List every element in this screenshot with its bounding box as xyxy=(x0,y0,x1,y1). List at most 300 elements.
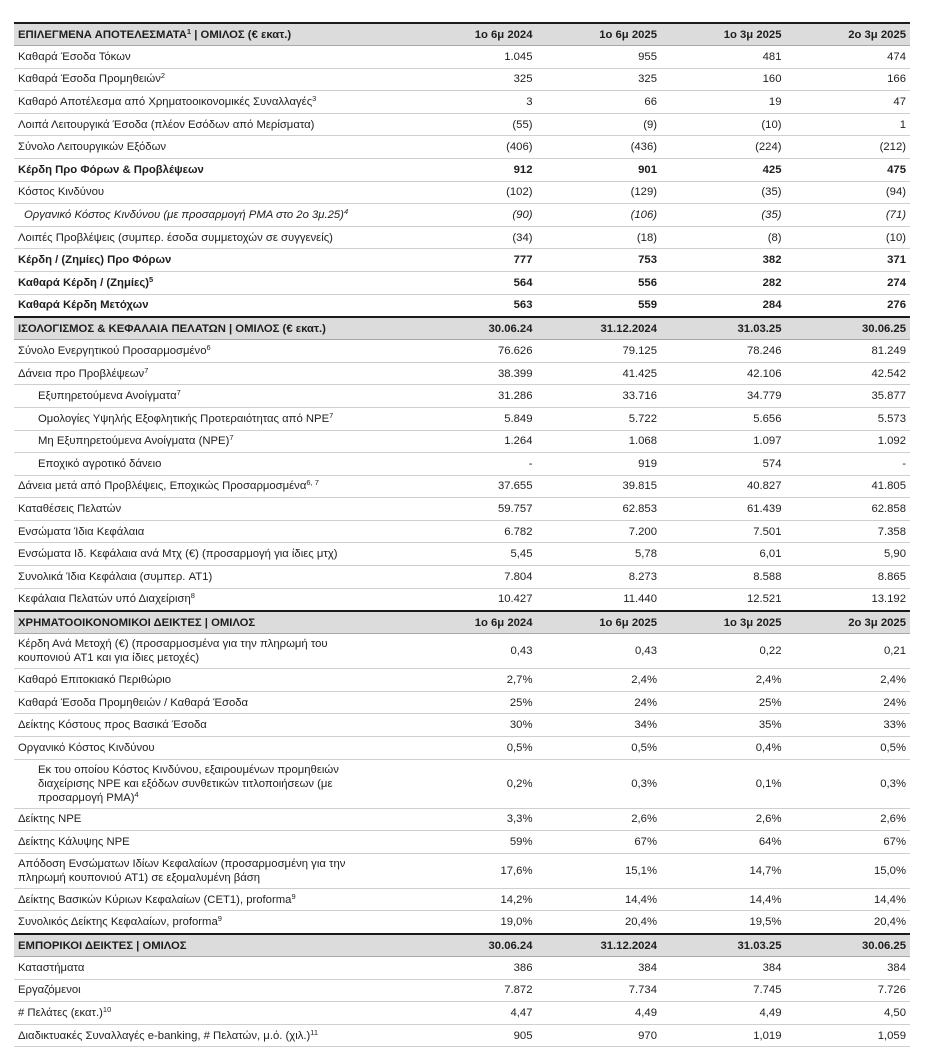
table-row xyxy=(14,453,910,476)
value-cell: 14,2% xyxy=(412,888,537,911)
value-cell: (18) xyxy=(537,226,662,249)
value-cell: 4,49 xyxy=(661,1002,786,1025)
row-label xyxy=(14,430,412,453)
row-label-text: Κέρδη Ανά Μετοχή (€) (προσαρμοσμένα για την πληρωμή του κουπονιού AT1 και για ίδιες μετοχές) xyxy=(18,638,328,665)
value-cell: 276 xyxy=(786,294,911,317)
table-row xyxy=(14,385,910,408)
column-header: 1ο 6μ 2025 xyxy=(537,611,662,634)
value-cell: 556 xyxy=(537,271,662,294)
table-row xyxy=(14,113,910,136)
row-label-text: Οργανικό Κόστος Κινδύνου (με προσαρμογή PMA στο 2ο 3μ.25) xyxy=(24,208,344,221)
value-cell: 0,5% xyxy=(786,737,911,760)
value-cell: 59% xyxy=(412,831,537,854)
row-label-text: Καθαρό Αποτέλεσμα από Χρηματοοικονομικές Συναλλαγές xyxy=(18,95,313,108)
table-row xyxy=(14,407,910,430)
value-cell: 20,4% xyxy=(537,911,662,934)
value-cell: 41.425 xyxy=(537,362,662,385)
value-cell: 564 xyxy=(412,271,537,294)
row-label xyxy=(14,453,412,476)
value-cell: 574 xyxy=(661,453,786,476)
footnote-ref: 8 xyxy=(190,591,195,601)
value-cell: 2,6% xyxy=(537,808,662,831)
row-label xyxy=(14,362,412,385)
value-cell: (8) xyxy=(661,226,786,249)
table-row xyxy=(14,136,910,159)
footnote-ref: 9 xyxy=(291,891,296,901)
value-cell: (34) xyxy=(412,226,537,249)
value-cell: 15,1% xyxy=(537,853,662,888)
footnote-ref: 1 xyxy=(186,26,192,36)
value-cell: 81.249 xyxy=(786,340,911,363)
value-cell: 284 xyxy=(661,294,786,317)
row-label xyxy=(14,46,412,69)
value-cell: (10) xyxy=(661,113,786,136)
value-cell: 7.745 xyxy=(661,979,786,1002)
row-label-text: Κέρδη / (Ζημίες) Προ Φόρων xyxy=(18,254,172,267)
footnote-ref: 3 xyxy=(312,93,317,103)
value-cell: 1,019 xyxy=(661,1024,786,1047)
value-cell: 2,7% xyxy=(412,669,537,692)
table-row xyxy=(14,588,910,611)
row-label-text: Καθαρά Κέρδη / (Ζημίες) xyxy=(18,276,149,289)
row-label xyxy=(14,588,412,611)
table-row xyxy=(14,294,910,317)
footnote-ref: 10 xyxy=(102,1004,112,1014)
row-label xyxy=(14,475,412,498)
column-header: 30.06.24 xyxy=(412,317,537,340)
row-label xyxy=(14,340,412,363)
row-label xyxy=(14,566,412,589)
value-cell: 31.286 xyxy=(412,385,537,408)
table-row xyxy=(14,362,910,385)
value-cell: 2,4% xyxy=(786,669,911,692)
footnote-ref: 11 xyxy=(310,1027,319,1037)
value-cell: 475 xyxy=(786,158,911,181)
footnote-ref: 6 xyxy=(206,342,211,352)
value-cell: 5,78 xyxy=(537,543,662,566)
value-cell: 384 xyxy=(786,957,911,980)
column-header: 30.06.25 xyxy=(786,317,911,340)
value-cell: 753 xyxy=(537,249,662,272)
footnote-ref: 4 xyxy=(134,789,139,799)
row-label-text: Σύνολο Ενεργητικού Προσαρμοσμένο xyxy=(18,344,207,357)
value-cell: 563 xyxy=(412,294,537,317)
value-cell: 0,5% xyxy=(412,737,537,760)
row-label xyxy=(14,520,412,543)
value-cell: 4,49 xyxy=(537,1002,662,1025)
row-label-text: Σύνολο Λειτουργικών Εξόδων xyxy=(18,141,167,154)
row-label xyxy=(14,407,412,430)
row-label-text: Λοιπές Προβλέψεις (συμπερ. έσοδα συμμετοχών σε συγγενείς) xyxy=(18,231,333,244)
row-label-text: Συνολικός Δείκτης Κεφαλαίων, proforma xyxy=(18,916,218,929)
value-cell: 66 xyxy=(537,91,662,114)
section-title-suffix: | ΟΜΙΛΟΣ (€ εκατ.) xyxy=(191,28,292,41)
row-label xyxy=(14,226,412,249)
value-cell: 7.726 xyxy=(786,979,911,1002)
table-row xyxy=(14,340,910,363)
value-cell: 1,059 xyxy=(786,1024,911,1047)
value-cell: 384 xyxy=(661,957,786,980)
row-label xyxy=(14,249,412,272)
value-cell: 37.655 xyxy=(412,475,537,498)
value-cell: 919 xyxy=(537,453,662,476)
value-cell: 25% xyxy=(661,691,786,714)
table-row xyxy=(14,46,910,69)
value-cell: 7.358 xyxy=(786,520,911,543)
row-label-text: Εκ του οποίου Κόστος Κινδύνου, εξαιρουμένων προμηθειών διαχείρισης NPE και εξόδων συνθετικών τιτλοποιήσεων (με προσαρμογή PMA) xyxy=(38,763,339,804)
value-cell: (35) xyxy=(661,204,786,227)
row-label xyxy=(14,911,412,934)
row-label xyxy=(14,158,412,181)
value-cell: 47 xyxy=(786,91,911,114)
value-cell: 3 xyxy=(412,91,537,114)
row-label xyxy=(14,853,412,888)
footnote-ref: 5 xyxy=(149,274,154,284)
row-label-text: Ενσώματα Ιδ. Κεφάλαια ανά Μτχ (€) (προσαρμογή για ίδιες μτχ) xyxy=(18,548,338,561)
section-header-ratios xyxy=(14,611,910,634)
table-row xyxy=(14,543,910,566)
value-cell: 0,2% xyxy=(412,759,537,808)
row-label xyxy=(14,1024,412,1047)
column-header: 31.12.2024 xyxy=(537,934,662,957)
value-cell: 559 xyxy=(537,294,662,317)
value-cell: 371 xyxy=(786,249,911,272)
value-cell: 61.439 xyxy=(661,498,786,521)
column-header: 31.03.25 xyxy=(661,934,786,957)
value-cell: 33.716 xyxy=(537,385,662,408)
table-row xyxy=(14,831,910,854)
table-row xyxy=(14,566,910,589)
value-cell: 382 xyxy=(661,249,786,272)
value-cell: 3,3% xyxy=(412,808,537,831)
row-label-text: Εργαζόμενοι xyxy=(18,984,81,997)
footnote-ref: 2 xyxy=(160,71,166,81)
value-cell: 955 xyxy=(537,46,662,69)
value-cell: 7.872 xyxy=(412,979,537,1002)
row-label xyxy=(14,831,412,854)
row-label xyxy=(14,271,412,294)
table-row xyxy=(14,226,910,249)
value-cell: 0,43 xyxy=(537,634,662,669)
value-cell: 7.501 xyxy=(661,520,786,543)
value-cell: 7.734 xyxy=(537,979,662,1002)
row-label-text: Δάνεια προ Προβλέψεων xyxy=(18,367,145,380)
table-row xyxy=(14,68,910,91)
value-cell: (102) xyxy=(412,181,537,204)
value-cell: 42.106 xyxy=(661,362,786,385)
value-cell: 40.827 xyxy=(661,475,786,498)
value-cell: 5.849 xyxy=(412,407,537,430)
value-cell: 384 xyxy=(537,957,662,980)
value-cell: 0,3% xyxy=(786,759,911,808)
value-cell: 24% xyxy=(786,691,911,714)
row-label-text: Καταστήματα xyxy=(18,961,85,974)
value-cell: 2,4% xyxy=(537,669,662,692)
row-label-text: # Πελάτες (εκατ.) xyxy=(18,1006,103,1019)
results-table-body xyxy=(14,23,910,1047)
value-cell: 160 xyxy=(661,68,786,91)
row-label-text: Εποχικό αγροτικό δάνειο xyxy=(38,457,162,470)
section-title-text: ΕΜΠΟΡΙΚΟΙ ΔΕΙΚΤΕΣ | ΟΜΙΛΟΣ xyxy=(18,939,187,952)
table-row xyxy=(14,634,910,669)
value-cell: (71) xyxy=(786,204,911,227)
value-cell: 6,01 xyxy=(661,543,786,566)
table-row xyxy=(14,1024,910,1047)
value-cell: 35% xyxy=(661,714,786,737)
row-label xyxy=(14,113,412,136)
row-label xyxy=(14,714,412,737)
column-header: 31.03.25 xyxy=(661,317,786,340)
row-label-text: Δείκτης Βασικών Κύριων Κεφαλαίων (CET1), proforma xyxy=(18,893,292,906)
table-row xyxy=(14,1002,910,1025)
table-row xyxy=(14,888,910,911)
value-cell: 7.804 xyxy=(412,566,537,589)
value-cell: 24% xyxy=(537,691,662,714)
row-label xyxy=(14,136,412,159)
financial-results-document xyxy=(14,22,910,1047)
value-cell: 905 xyxy=(412,1024,537,1047)
value-cell: 34.779 xyxy=(661,385,786,408)
value-cell: 62.853 xyxy=(537,498,662,521)
table-row xyxy=(14,714,910,737)
footnote-ref: 7 xyxy=(329,410,334,420)
value-cell: 0,4% xyxy=(661,737,786,760)
row-label-text: Διαδικτυακές Συναλλαγές e-banking, # Πελατών, μ.ό. (χιλ.) xyxy=(18,1029,311,1042)
row-label-text: Δείκτης NPE xyxy=(18,813,82,826)
column-header: 1ο 3μ 2025 xyxy=(661,23,786,46)
row-label xyxy=(14,204,412,227)
value-cell: 39.815 xyxy=(537,475,662,498)
value-cell: (212) xyxy=(786,136,911,159)
value-cell: 15,0% xyxy=(786,853,911,888)
column-header: 30.06.25 xyxy=(786,934,911,957)
value-cell: 1 xyxy=(786,113,911,136)
column-header: 1ο 6μ 2024 xyxy=(412,611,537,634)
row-label-text: Λοιπά Λειτουργικά Έσοδα (πλέον Εσόδων από Μερίσματα) xyxy=(18,118,315,131)
value-cell: 62.858 xyxy=(786,498,911,521)
row-label-text: Κεφάλαια Πελατών υπό Διαχείριση xyxy=(18,593,191,606)
value-cell: 5,90 xyxy=(786,543,911,566)
row-label-text: Συνολικά Ίδια Κεφάλαια (συμπερ. AT1) xyxy=(18,570,213,583)
row-label xyxy=(14,888,412,911)
value-cell: 19,0% xyxy=(412,911,537,934)
table-row xyxy=(14,669,910,692)
table-row xyxy=(14,520,910,543)
row-label xyxy=(14,68,412,91)
column-header: 2ο 3μ 2025 xyxy=(786,611,911,634)
value-cell: 4,50 xyxy=(786,1002,911,1025)
value-cell: 0,43 xyxy=(412,634,537,669)
value-cell: 912 xyxy=(412,158,537,181)
section-title xyxy=(14,611,412,634)
value-cell: 14,4% xyxy=(537,888,662,911)
table-row xyxy=(14,271,910,294)
column-header: 2ο 3μ 2025 xyxy=(786,23,911,46)
table-row xyxy=(14,249,910,272)
value-cell: 17,6% xyxy=(412,853,537,888)
row-label-text: Κέρδη Προ Φόρων & Προβλέψεων xyxy=(18,163,204,176)
value-cell: 11.440 xyxy=(537,588,662,611)
value-cell: 79.125 xyxy=(537,340,662,363)
section-header-balance xyxy=(14,317,910,340)
value-cell: 386 xyxy=(412,957,537,980)
value-cell: 59.757 xyxy=(412,498,537,521)
section-header-commercial xyxy=(14,934,910,957)
value-cell: 20,4% xyxy=(786,911,911,934)
row-label-text: Καθαρά Έσοδα Προμηθειών / Καθαρά Έσοδα xyxy=(18,696,249,709)
table-row xyxy=(14,181,910,204)
value-cell: 7.200 xyxy=(537,520,662,543)
column-header: 1ο 3μ 2025 xyxy=(661,611,786,634)
row-label-text: Απόδοση Ενσώματων Ιδίων Κεφαλαίων (προσαρμοσμένη για την πληρωμή κουπονιού AT1) σε εξομαλυμένη βάση xyxy=(18,857,346,884)
section-title-text: ΙΣΟΛΟΓΙΣΜΟΣ & ΚΕΦΑΛΑΙΑ ΠΕΛΑΤΩΝ | ΟΜΙΛΟΣ (€ εκατ.) xyxy=(18,322,326,335)
table-row xyxy=(14,691,910,714)
value-cell: (436) xyxy=(537,136,662,159)
value-cell: 8.273 xyxy=(537,566,662,589)
value-cell: (10) xyxy=(786,226,911,249)
value-cell: 6.782 xyxy=(412,520,537,543)
value-cell: 14,4% xyxy=(786,888,911,911)
row-label-text: Ομολογίες Υψηλής Εξοφλητικής Προτεραιότητας από NPE xyxy=(38,412,330,425)
value-cell: 25% xyxy=(412,691,537,714)
table-row xyxy=(14,911,910,934)
row-label-text: Κόστος Κινδύνου xyxy=(18,186,105,199)
value-cell: 1.092 xyxy=(786,430,911,453)
table-row xyxy=(14,853,910,888)
value-cell: (35) xyxy=(661,181,786,204)
row-label xyxy=(14,759,412,808)
row-label-text: Οργανικό Κόστος Κινδύνου xyxy=(18,741,155,754)
table-row xyxy=(14,158,910,181)
value-cell: - xyxy=(412,453,537,476)
value-cell: 901 xyxy=(537,158,662,181)
value-cell: 5.722 xyxy=(537,407,662,430)
value-cell: 41.805 xyxy=(786,475,911,498)
row-label-text: Δείκτης Κόστους προς Βασικά Έσοδα xyxy=(18,719,207,732)
column-header: 1ο 6μ 2025 xyxy=(537,23,662,46)
value-cell: 12.521 xyxy=(661,588,786,611)
value-cell: 38.399 xyxy=(412,362,537,385)
value-cell: 0,3% xyxy=(537,759,662,808)
value-cell: 14,7% xyxy=(661,853,786,888)
value-cell: 8.865 xyxy=(786,566,911,589)
row-label xyxy=(14,498,412,521)
value-cell: 474 xyxy=(786,46,911,69)
row-label xyxy=(14,691,412,714)
row-label-text: Καθαρά Κέρδη Μετόχων xyxy=(18,299,149,312)
value-cell: 274 xyxy=(786,271,911,294)
row-label-text: Καθαρά Έσοδα Τόκων xyxy=(18,50,131,63)
value-cell: 67% xyxy=(537,831,662,854)
row-label-text: Εξυπηρετούμενα Ανοίγματα xyxy=(38,390,177,403)
table-row xyxy=(14,759,910,808)
value-cell: 970 xyxy=(537,1024,662,1047)
value-cell: 8.588 xyxy=(661,566,786,589)
value-cell: (106) xyxy=(537,204,662,227)
value-cell: (9) xyxy=(537,113,662,136)
row-label xyxy=(14,737,412,760)
table-row xyxy=(14,737,910,760)
row-label-text: Καθαρά Έσοδα Προμηθειών xyxy=(18,73,161,86)
row-label xyxy=(14,385,412,408)
value-cell: 5.573 xyxy=(786,407,911,430)
value-cell: 1.264 xyxy=(412,430,537,453)
value-cell: 325 xyxy=(537,68,662,91)
section-title xyxy=(14,317,412,340)
row-label xyxy=(14,181,412,204)
value-cell: 30% xyxy=(412,714,537,737)
value-cell: 282 xyxy=(661,271,786,294)
value-cell: (129) xyxy=(537,181,662,204)
value-cell: 166 xyxy=(786,68,911,91)
value-cell: 481 xyxy=(661,46,786,69)
row-label-text: Καταθέσεις Πελατών xyxy=(18,503,122,516)
value-cell: 1.097 xyxy=(661,430,786,453)
value-cell: 19,5% xyxy=(661,911,786,934)
value-cell: (90) xyxy=(412,204,537,227)
row-label xyxy=(14,957,412,980)
column-header: 31.12.2024 xyxy=(537,317,662,340)
row-label xyxy=(14,808,412,831)
row-label xyxy=(14,91,412,114)
value-cell: 67% xyxy=(786,831,911,854)
value-cell: 0,5% xyxy=(537,737,662,760)
value-cell: (94) xyxy=(786,181,911,204)
value-cell: 0,21 xyxy=(786,634,911,669)
value-cell: 2,6% xyxy=(661,808,786,831)
section-title-text: ΕΠΙΛΕΓΜΕΝΑ ΑΠΟΤΕΛΕΣΜΑΤΑ xyxy=(18,28,187,41)
value-cell: 33% xyxy=(786,714,911,737)
row-label xyxy=(14,634,412,669)
value-cell: 425 xyxy=(661,158,786,181)
row-label xyxy=(14,979,412,1002)
table-row xyxy=(14,204,910,227)
section-title-text: ΧΡΗΜΑΤΟΟΙΚΟΝΟΜΙΚΟΙ ΔΕΙΚΤΕΣ | ΟΜΙΛΟΣ xyxy=(18,616,256,629)
value-cell: 1.045 xyxy=(412,46,537,69)
row-label-text: Δείκτης Κάλυψης NPE xyxy=(18,836,130,849)
value-cell: 76.626 xyxy=(412,340,537,363)
row-label xyxy=(14,669,412,692)
row-label xyxy=(14,294,412,317)
value-cell: (55) xyxy=(412,113,537,136)
value-cell: 34% xyxy=(537,714,662,737)
section-header-results xyxy=(14,23,910,46)
value-cell: 777 xyxy=(412,249,537,272)
value-cell: 0,22 xyxy=(661,634,786,669)
value-cell: 2,4% xyxy=(661,669,786,692)
table-row xyxy=(14,498,910,521)
table-row xyxy=(14,91,910,114)
table-row xyxy=(14,957,910,980)
footnote-ref: 7 xyxy=(229,433,234,443)
value-cell: 325 xyxy=(412,68,537,91)
column-header: 1ο 6μ 2024 xyxy=(412,23,537,46)
results-table xyxy=(14,22,910,1047)
value-cell: 5.656 xyxy=(661,407,786,430)
footnote-ref: 7 xyxy=(176,388,181,398)
column-header: 30.06.24 xyxy=(412,934,537,957)
value-cell: 0,1% xyxy=(661,759,786,808)
value-cell: 19 xyxy=(661,91,786,114)
value-cell: (224) xyxy=(661,136,786,159)
row-label-text: Δάνεια μετά από Προβλέψεις, Εποχικώς Προσαρμοσμένα xyxy=(18,480,307,493)
value-cell: 64% xyxy=(661,831,786,854)
value-cell: 35.877 xyxy=(786,385,911,408)
row-label-text: Ενσώματα Ίδια Κεφάλαια xyxy=(18,525,145,538)
value-cell: 1.068 xyxy=(537,430,662,453)
table-row xyxy=(14,979,910,1002)
value-cell: 13.192 xyxy=(786,588,911,611)
